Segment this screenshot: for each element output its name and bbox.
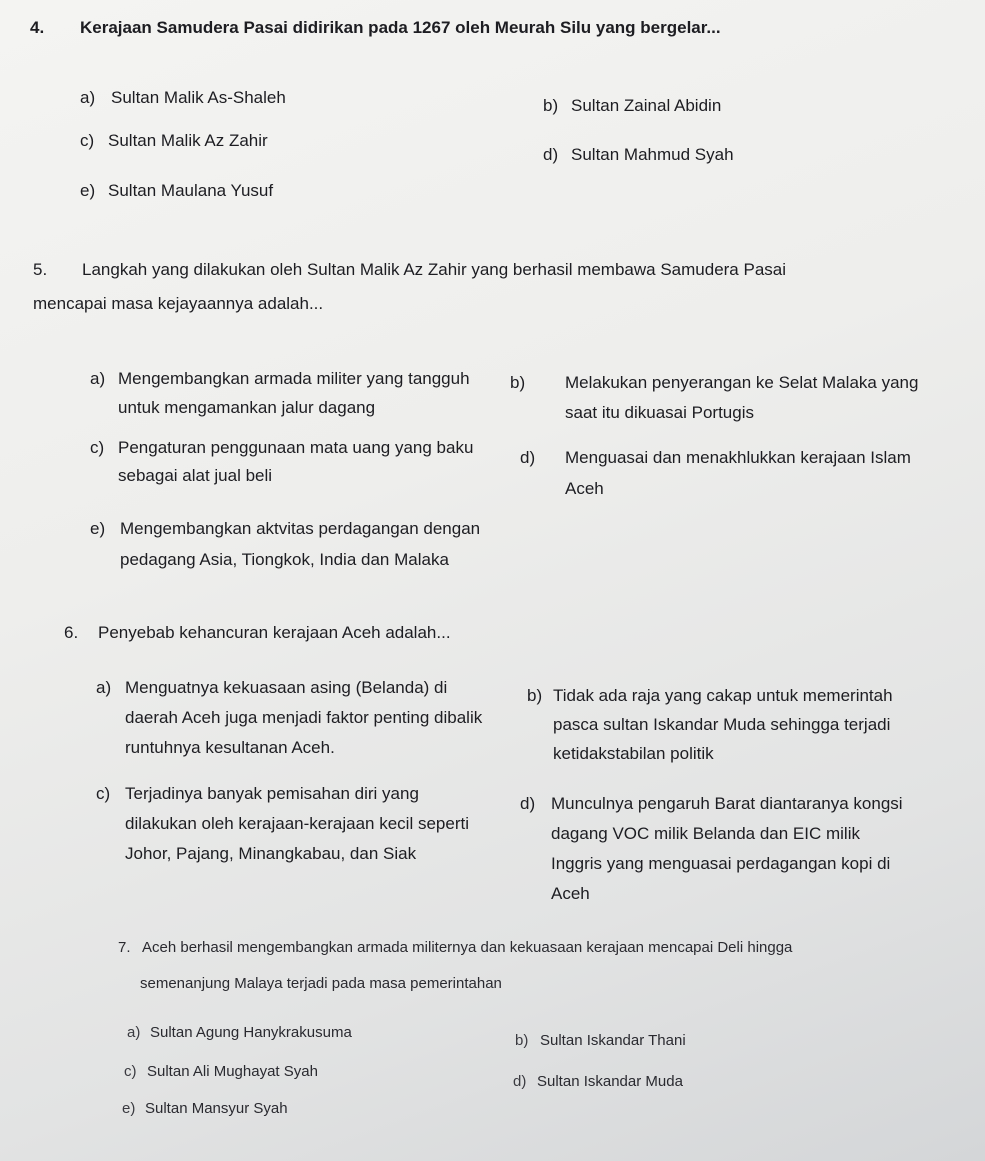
option-text[interactable]: Sultan Zainal Abidin	[571, 96, 722, 115]
question-number: 4.	[30, 18, 45, 37]
option-label-e[interactable]: e)	[90, 519, 106, 538]
option-label-b[interactable]: b)	[527, 686, 543, 705]
question-text: Penyebab kehancuran kerajaan Aceh adalah...	[98, 623, 451, 642]
question-text: Langkah yang dilakukan oleh Sultan Malik Az Zahir yang berhasil membawa Samudera Pasai	[82, 260, 787, 279]
option-text[interactable]: Sultan Maulana Yusuf	[108, 181, 274, 200]
option-text[interactable]: daerah Aceh juga menjadi faktor penting dibalik	[125, 708, 483, 727]
option-text[interactable]: pedagang Asia, Tiongkok, India dan Malaka	[120, 550, 449, 569]
option-text[interactable]: Terjadinya banyak pemisahan diri yang	[125, 784, 419, 803]
option-label-a[interactable]: a)	[127, 1024, 141, 1041]
option-label-a[interactable]: a)	[90, 369, 106, 388]
option-text[interactable]: Tidak ada raja yang cakap untuk memerintah	[553, 686, 893, 705]
option-text[interactable]: pasca sultan Iskandar Muda sehingga terjadi	[553, 715, 891, 734]
option-text[interactable]: Menguatnya kekuasaan asing (Belanda) di	[125, 678, 448, 697]
option-text[interactable]: Melakukan penyerangan ke Selat Malaka yang	[565, 373, 919, 392]
option-label-e[interactable]: e)	[122, 1100, 136, 1117]
option-label-b[interactable]: b)	[515, 1032, 529, 1049]
option-label-b[interactable]: b)	[510, 373, 526, 392]
option-text[interactable]: Aceh	[551, 884, 590, 903]
option-text[interactable]: Pengaturan penggunaan mata uang yang baku	[118, 438, 474, 457]
option-text[interactable]: sebagai alat jual beli	[118, 466, 273, 485]
option-label-d[interactable]: d)	[520, 794, 536, 813]
option-label-b[interactable]: b)	[543, 96, 559, 115]
question-text: Aceh berhasil mengembangkan armada militernya dan kekuasaan kerajaan mencapai Deli hingga	[142, 939, 793, 956]
option-text[interactable]: Sultan Iskandar Thani	[540, 1032, 686, 1049]
option-text[interactable]: dagang VOC milik Belanda dan EIC milik	[551, 824, 860, 843]
option-label-c[interactable]: c)	[96, 784, 111, 803]
option-text[interactable]: Sultan Ali Mughayat Syah	[147, 1063, 318, 1080]
option-label-a[interactable]: a)	[80, 88, 96, 107]
question-number: 5.	[33, 260, 48, 279]
option-text[interactable]: Sultan Iskandar Muda	[537, 1073, 683, 1090]
option-text[interactable]: Sultan Malik As-Shaleh	[111, 88, 286, 107]
option-text[interactable]: Johor, Pajang, Minangkabau, dan Siak	[125, 844, 417, 863]
question-text: Kerajaan Samudera Pasai didirikan pada 1267 oleh Meurah Silu yang bergelar...	[80, 18, 721, 37]
option-text[interactable]: Sultan Malik Az Zahir	[108, 131, 268, 150]
option-text[interactable]: dilakukan oleh kerajaan-kerajaan kecil seperti	[125, 814, 469, 833]
option-label-d[interactable]: d)	[513, 1073, 527, 1090]
option-text[interactable]: Aceh	[565, 479, 604, 498]
option-label-a[interactable]: a)	[96, 678, 112, 697]
option-text[interactable]: Inggris yang menguasai perdagangan kopi di	[551, 854, 891, 873]
option-text[interactable]: Sultan Mahmud Syah	[571, 145, 734, 164]
option-text[interactable]: ketidakstabilan politik	[553, 744, 714, 763]
option-text[interactable]: Menguasai dan menakhlukkan kerajaan Islam	[565, 448, 911, 467]
option-text[interactable]: Munculnya pengaruh Barat diantaranya kongsi	[551, 794, 903, 813]
question-number: 6.	[64, 623, 79, 642]
option-text[interactable]: untuk mengamankan jalur dagang	[118, 398, 376, 417]
option-label-d[interactable]: d)	[543, 145, 559, 164]
option-text[interactable]: Sultan Agung Hanykrakusuma	[150, 1024, 352, 1041]
question-number: 7.	[118, 939, 131, 956]
option-label-c[interactable]: c)	[124, 1063, 137, 1080]
question-text: mencapai masa kejayaannya adalah...	[33, 294, 324, 313]
question-text: semenanjung Malaya terjadi pada masa pemerintahan	[140, 975, 502, 992]
option-label-d[interactable]: d)	[520, 448, 536, 467]
option-text[interactable]: Mengembangkan armada militer yang tangguh	[118, 369, 470, 388]
option-label-e[interactable]: e)	[80, 181, 96, 200]
option-label-c[interactable]: c)	[80, 131, 95, 150]
option-text[interactable]: runtuhnya kesultanan Aceh.	[125, 738, 335, 757]
option-text[interactable]: saat itu dikuasai Portugis	[565, 403, 754, 422]
option-text[interactable]: Sultan Mansyur Syah	[145, 1100, 288, 1117]
option-text[interactable]: Mengembangkan aktvitas perdagangan dengan	[120, 519, 481, 538]
option-label-c[interactable]: c)	[90, 438, 105, 457]
